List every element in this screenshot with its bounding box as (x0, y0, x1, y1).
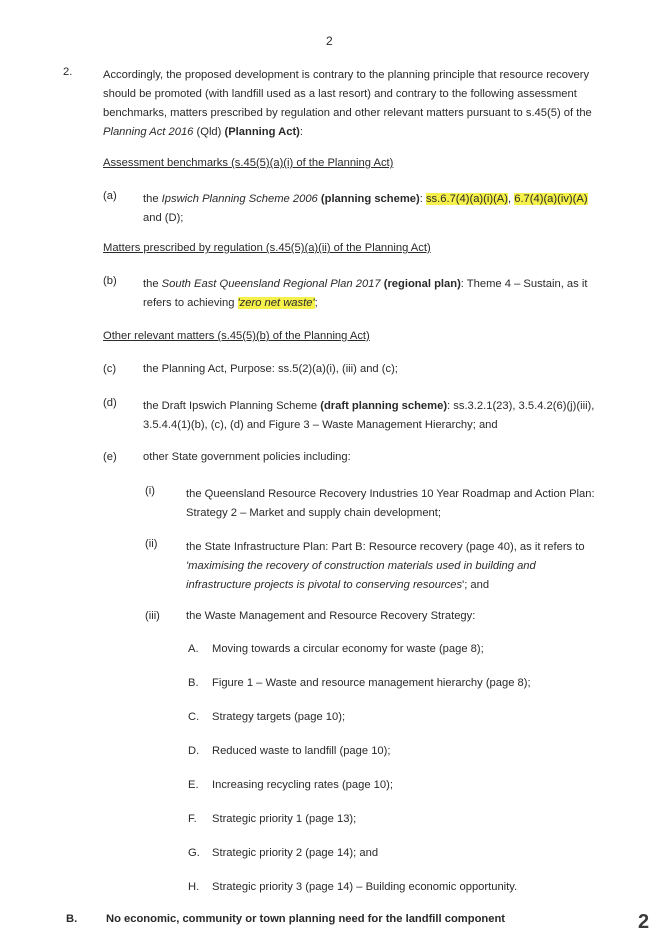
paragraph-line: Planning Act 2016 (Qld) (Planning Act): (103, 126, 303, 138)
matters-prescribed-heading: Matters prescribed by regulation (s.45(5)(a)(ii) of the Planning Act) (103, 242, 431, 254)
item-label-c: (c) (103, 363, 117, 375)
highlighted-phrase: 'zero net waste' (237, 297, 315, 309)
subitem-label-i: (i) (145, 485, 155, 497)
defined-term: (Planning Act) (224, 126, 300, 138)
page-number-top: 2 (326, 34, 333, 48)
paragraph-line: Accordingly, the proposed development is contrary to the planning principle that resource recovery (103, 69, 590, 81)
paragraph-line: should be promoted (with landfill used as a last resort) and contrary to the following assessment (103, 88, 577, 100)
subitem-label-ii: (ii) (145, 538, 158, 550)
highlighted-section-ref: ss.6.7(4)(a)(i)(A) (425, 193, 508, 205)
other-relevant-matters-heading: Other relevant matters (s.45(5)(b) of the Planning Act) (103, 330, 370, 342)
item-label-e: (e) (103, 451, 117, 463)
item-d-body: the Draft Ipswich Planning Scheme (draft planning scheme): ss.3.2.1(23), 3.5.4.2(6)(j)(iii), 3.5.4.4(1)(b), (c), (d) and Figure 3 – Waste Management Hierarchy; and (143, 400, 595, 431)
item-a-body: the Ipswich Planning Scheme 2006 (planning scheme): ss.6.7(4)(a)(i)(A), 6.7(4)(a)(iv)(A) and (D); (143, 193, 588, 224)
paragraph-line: benchmarks, matters prescribed by regulation and other relevant matters pursuant to s.45(5) of the (103, 107, 592, 119)
subitem-iii-text: the Waste Management and Resource Recovery Strategy: (186, 610, 476, 622)
act-title: Planning Act 2016 (103, 126, 194, 138)
item-b-body: the South East Queensland Regional Plan 2017 (regional plan): Theme 4 – Sustain, as it refers to achieving 'zero net waste'; (143, 278, 588, 309)
subitem-ii-body: the State Infrastructure Plan: Part B: Resource recovery (page 40), as it refers to 'maximising the recovery of construction materials used in building and infrastructure projects is pivotal to conserving resources'; and (186, 541, 585, 591)
highlighted-section-ref: 6.7(4)(a)(iv)(A) (514, 193, 588, 205)
subitem-label-iii: (iii) (145, 610, 160, 622)
assessment-benchmarks-heading: Assessment benchmarks (s.45(5)(a)(i) of the Planning Act) (103, 157, 394, 169)
item-label-d: (d) (103, 397, 117, 409)
item-c-text: the Planning Act, Purpose: ss.5(2)(a)(i), (iii) and (c); (143, 363, 398, 375)
subitem-i-body: the Queensland Resource Recovery Industries 10 Year Roadmap and Action Plan: Strategy 2 – Market and supply chain development; (186, 488, 595, 519)
page-number-corner: 2 (638, 911, 650, 933)
item-label-b: (b) (103, 275, 117, 287)
paragraph-number: 2. (63, 66, 73, 78)
section-heading: No economic, community or town planning need for the landfill component (106, 913, 506, 925)
item-e-text: other State government policies including: (143, 451, 351, 463)
section-letter: B. (66, 913, 78, 925)
paragraph-2-body (103, 66, 592, 142)
item-label-a: (a) (103, 190, 117, 202)
